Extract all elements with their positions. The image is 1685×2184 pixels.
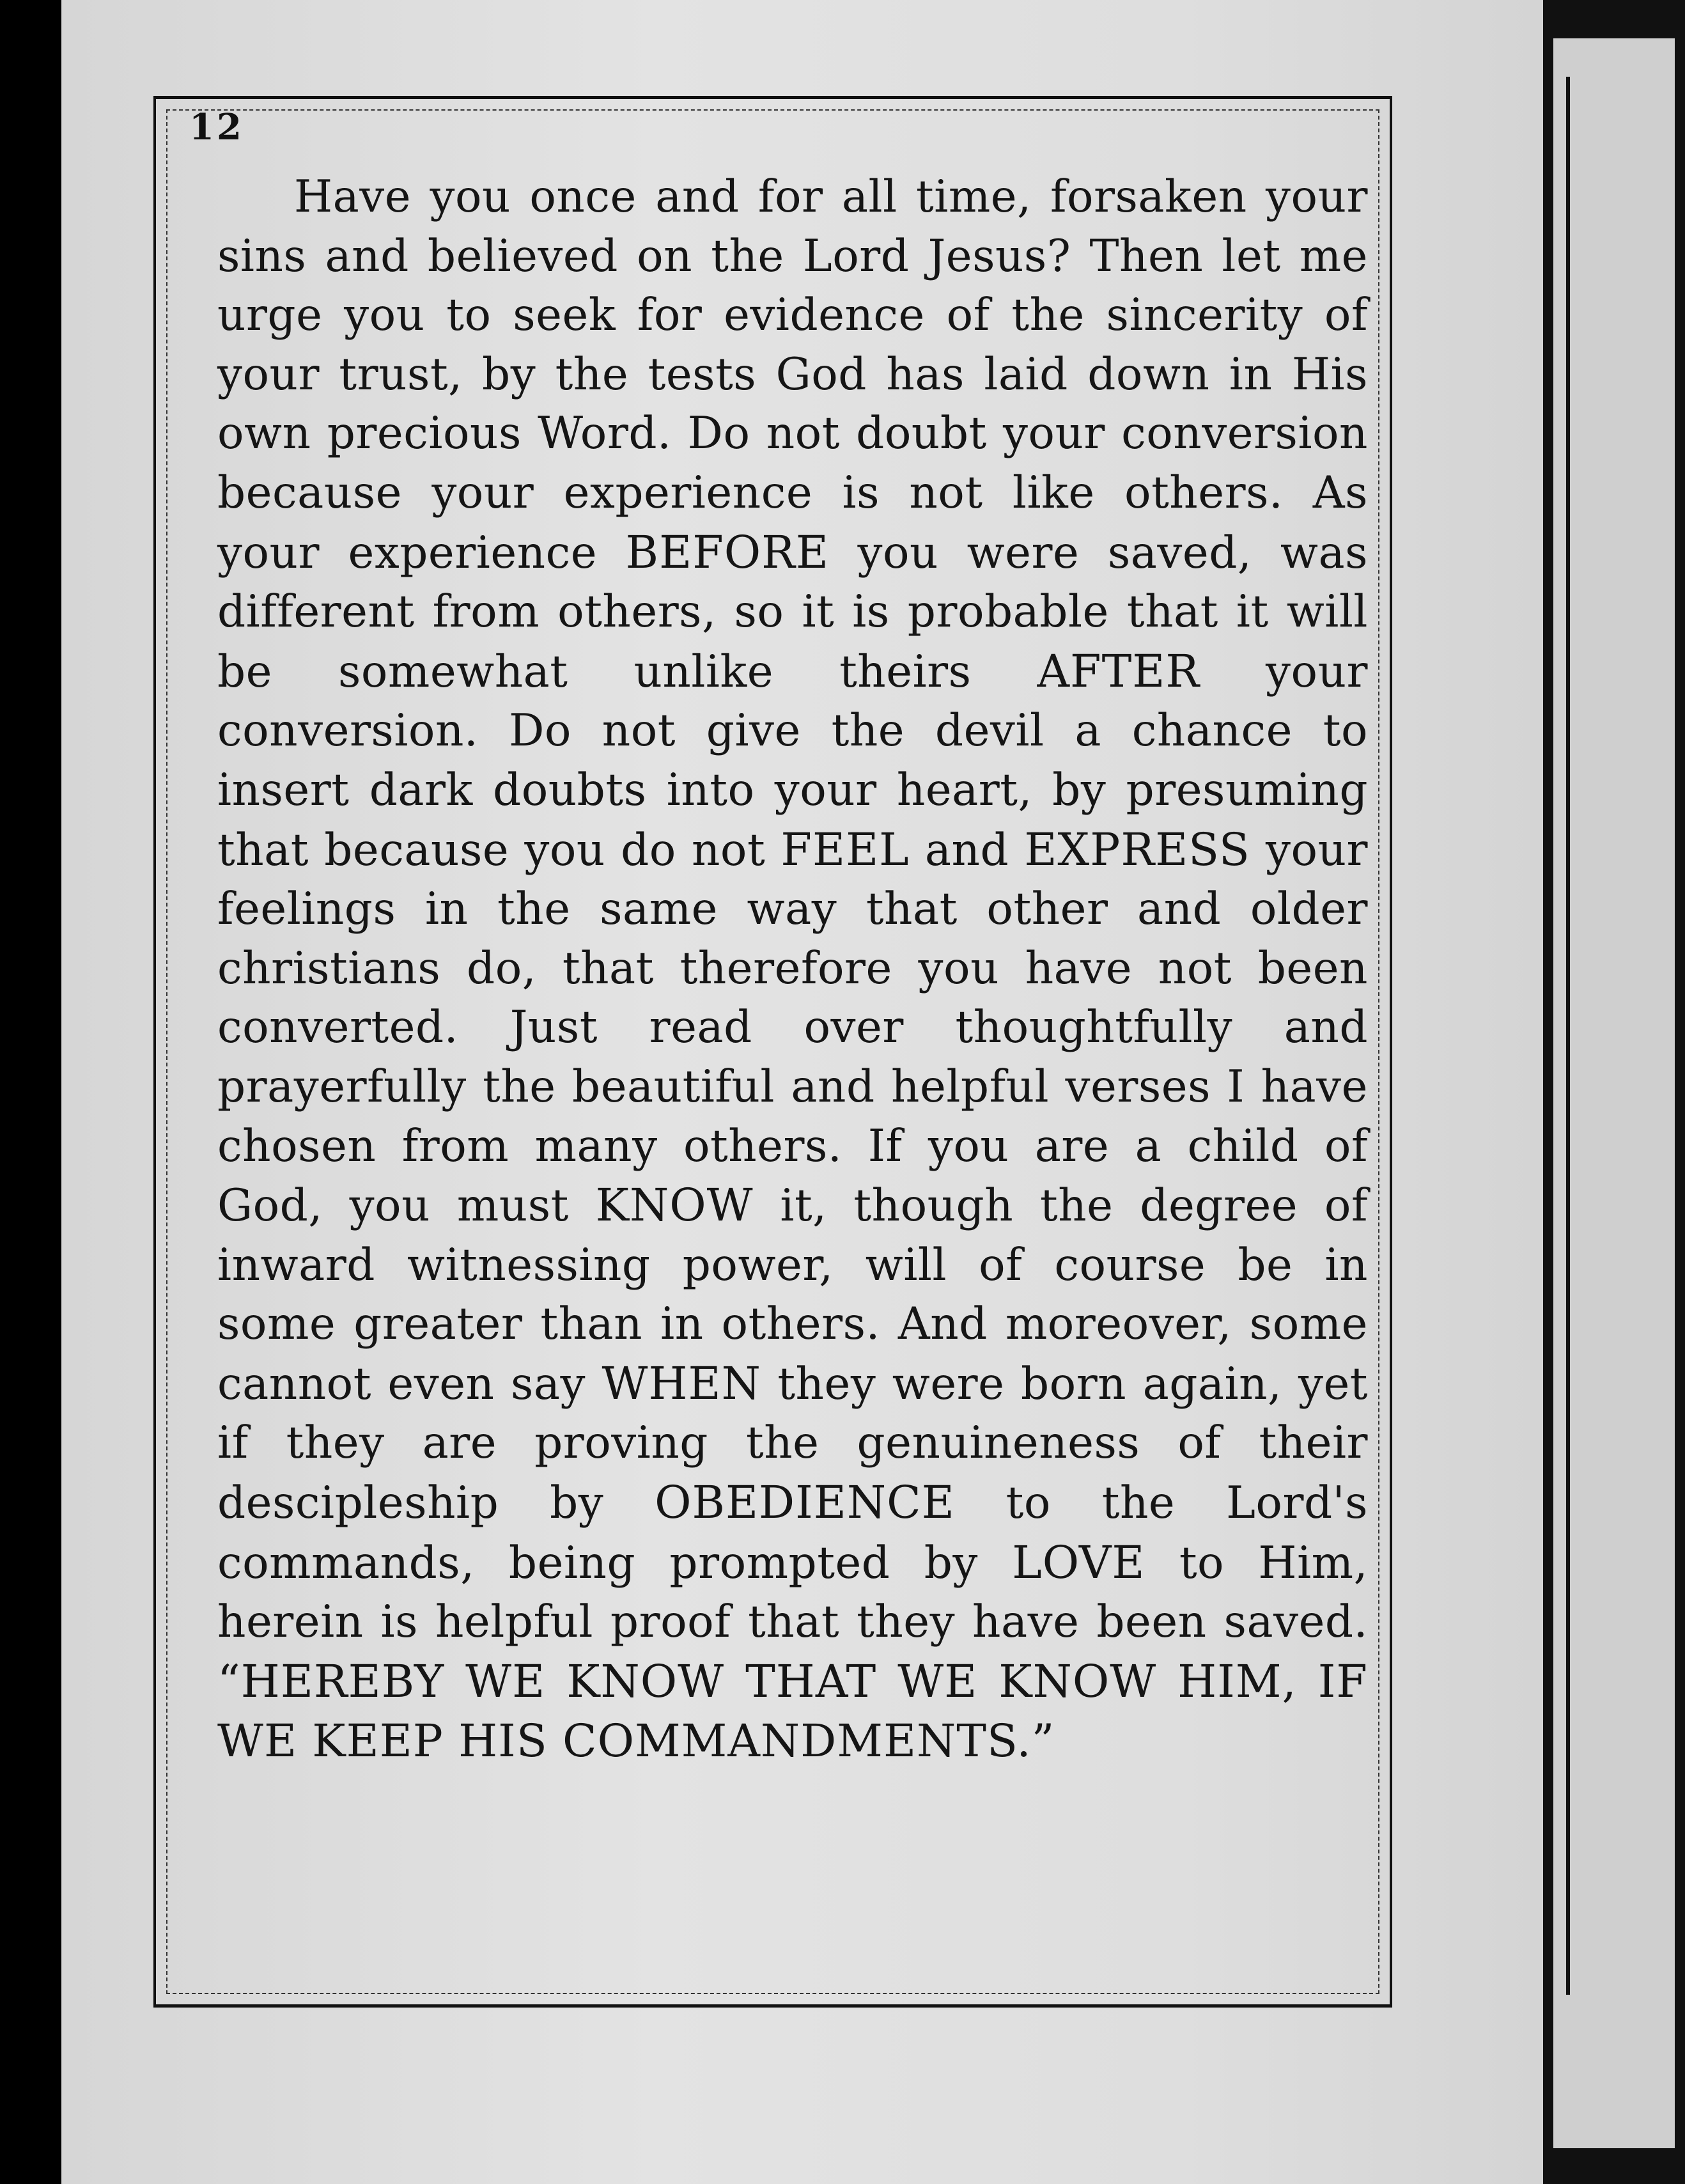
text-run: your conversion. Do not give the devil a chance to insert dark doubts into your heart, by presuming that because you do not	[217, 646, 1368, 876]
adjacent-page-edge	[1543, 0, 1685, 2184]
emphasis-run: EXPRESS	[1024, 823, 1250, 876]
text-run: it, though the degree of inward witnessing power, will of course be in some greater than in others. And moreover, some cannot even say	[217, 1180, 1369, 1410]
text-run: and	[909, 824, 1025, 876]
adjacent-page-rule	[1566, 77, 1570, 1995]
emphasis-run: WHEN	[602, 1357, 761, 1410]
text-run: Have you once and for all time, forsaken your sins and believed on the Lord Jesus? Then let me urge you to seek for evidence of the sincerity of your trust, by the tests God has laid down in His own precious Word. Do not doubt your conversion because your experience is not like others. As your experience	[217, 171, 1368, 579]
page-number: 12	[189, 106, 244, 148]
emphasis-run: OBEDIENCE	[655, 1476, 955, 1529]
text-run: you were saved, was different from others, so it is probable that it will be somewhat unlike theirs	[217, 527, 1368, 698]
text-run: to Him, herein is helpful proof that they have been saved.	[217, 1537, 1368, 1648]
scripture-quote: “HEREBY WE KNOW THAT WE KNOW HIM, IF WE KEEP HIS COMMANDMENTS.”	[217, 1655, 1368, 1768]
emphasis-run: AFTER	[1037, 644, 1200, 698]
emphasis-run: FEEL	[780, 823, 910, 876]
scan-border-left	[0, 0, 61, 2184]
adjacent-page-sliver	[1553, 38, 1675, 2148]
emphasis-run: LOVE	[1012, 1536, 1145, 1589]
text-run: your feelings in the same way that other and older christians do, that therefore you have not been converted. Just read over thoughtfully and prayerfully the beautiful and helpful verses I have chosen from many others. If you are a child of God, you must	[217, 824, 1368, 1232]
emphasis-run: BEFORE	[625, 526, 829, 579]
emphasis-run: KNOW	[595, 1179, 754, 1232]
text-run: they were born again, yet if they are proving the genuineness of their descipleship by	[217, 1358, 1369, 1529]
text-run: to the Lord's commands, being prompted by	[217, 1478, 1368, 1589]
body-paragraph	[217, 168, 1368, 1772]
